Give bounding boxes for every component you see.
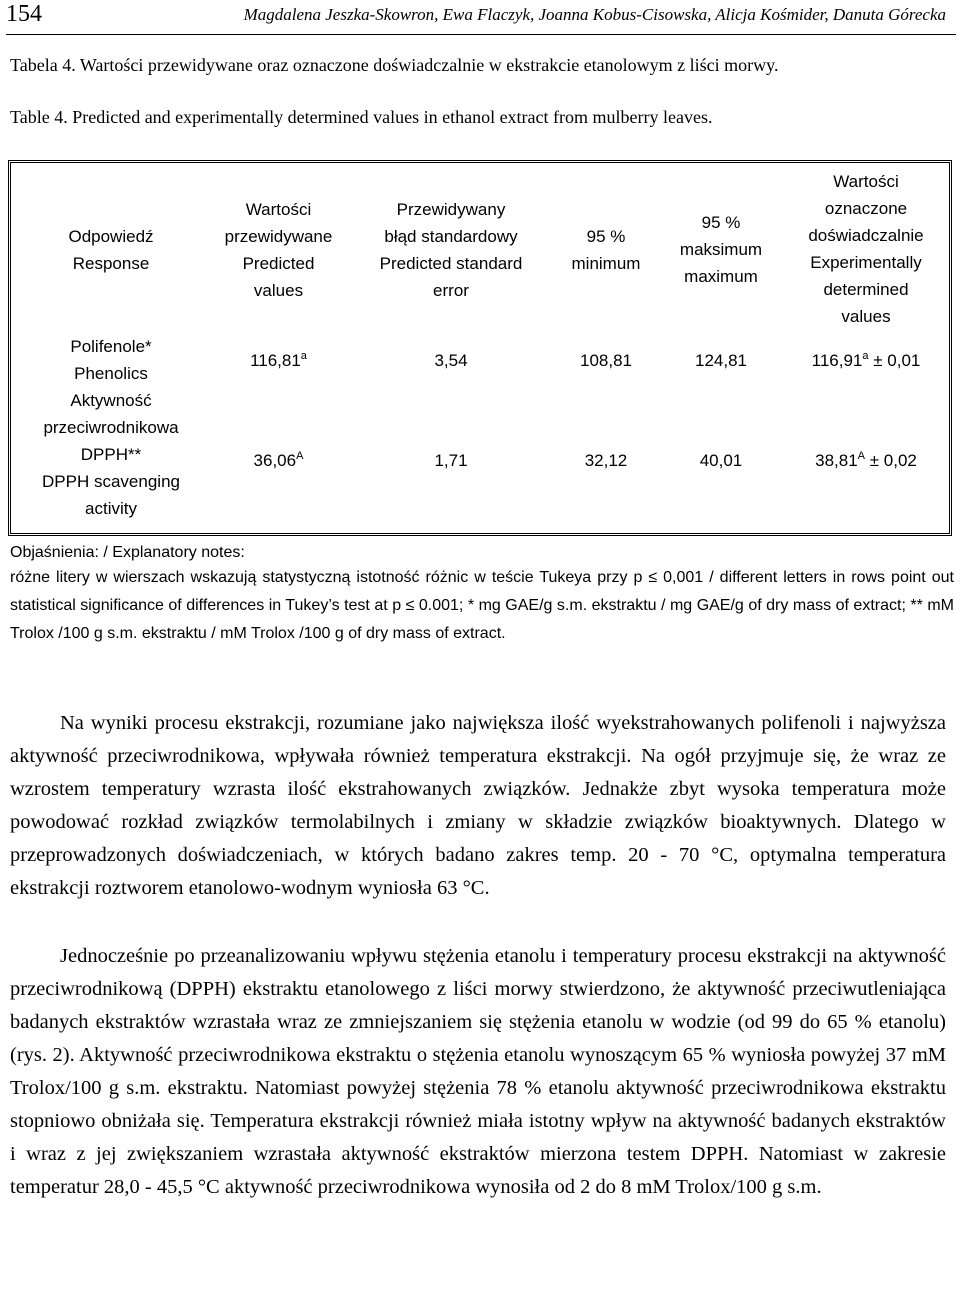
experimental-sd: ± 0,02 (865, 451, 917, 470)
row-phenolics-experimental (791, 347, 941, 374)
row-label-line: Polifenole* (70, 337, 152, 356)
header-line: 95 % (586, 227, 626, 246)
row-label-line: Aktywność (70, 391, 152, 410)
row-phenolics-predicted (211, 347, 346, 374)
row-phenolics-max: 124,81 (695, 351, 747, 370)
row-dpph-se: 1,71 (434, 451, 468, 470)
row-label-line: Phenolics (74, 364, 148, 383)
row-label-line: DPPH scavenging (42, 472, 180, 491)
experimental-value: 38,81 (815, 451, 858, 470)
header-line: Experimentally (810, 253, 922, 272)
row-dpph-experimental (791, 447, 941, 474)
header-line: minimum (571, 254, 641, 273)
header-minimum (551, 223, 661, 277)
row-label-line: DPPH** (80, 445, 142, 464)
header-line: oznaczone (824, 199, 908, 218)
body-paragraph-1: Na wyniki procesu ekstrakcji, rozumiane jako największa ilość wyekstrahowanych polifenoli i najwyższa aktywność przeciwrodnikowa, wpływała również temperatura ekstrakcji. Na ogół przyjmuje się, że wraz ze wzrostem temperatury wzrasta ilość ekstrahowanych związków. Jednakże zbyt wysoka temperatura może powodować rozkład związków termolabilnych i zmiany w składzie związków bioaktywnych. Dlatego w przeprowadzonych doświadczeniach, w których badano zakres temp. 20 - 70 °C, optymalna temperatura ekstrakcji roztworem etanolowo-wodnym wyniosła 63 °C. (10, 712, 946, 899)
header-line: maximum (684, 267, 758, 286)
header-line: error (433, 281, 469, 300)
header-standard-error (361, 196, 541, 304)
body-paragraph-2: Jednocześnie po przeanalizowaniu wpływu stężenia etanolu i temperatury procesu ekstrakcji na aktywność przeciwrodnikową (DPPH) ekstraktu etanolowego z liści morwy stwierdzono, że aktywność przeciwutleniająca badanych ekstraktów wzrastała wraz ze zmniejszaniem się stężenia etanolu w wodzie (od 99 do 65 % etanolu) (rys. 2). Aktywność przeciwrodnikowa ekstraktu o stężenia etanolu wynoszącym 65 % wyniosła powyżej 37 mM Trolox/100 g s.m. ekstraktu. Natomiast powyżej stężenia 78 % etanolu aktywność przeciwrodnikowa ekstraktu stopniowo obniżała się. Temperatura ekstrakcji również miała istotny wpływ na aktywność badanych ekstraktów i wraz z jej zwiększaniem wzrastała aktywność ekstraktów mierzona testem DPPH. Natomiast w zakresie temperatur 28,0 - 45,5 °C aktywność przeciwrodnikowa wynosiła od 2 do 8 mM Trolox/100 g s.m. (10, 945, 946, 1198)
row-phenolics-se: 3,54 (434, 351, 468, 370)
predicted-value: 36,06 (253, 451, 297, 470)
header-line: Przewidywany (396, 200, 506, 219)
significance-letter: A (296, 450, 304, 462)
header-response (31, 223, 191, 277)
header-line: values (253, 281, 304, 300)
header-line: Wartości (833, 172, 899, 191)
header-line: values (841, 307, 891, 326)
header-line: Wartości (245, 200, 312, 219)
significance-letter: a (300, 350, 307, 362)
predicted-value: 116,81 (250, 351, 301, 370)
header-line: Response (72, 254, 150, 273)
experimental-sd: ± 0,01 (868, 351, 921, 370)
header-line: Predicted standard (379, 254, 523, 273)
header-line: 95 % (701, 213, 741, 232)
header-line: determined (823, 280, 909, 299)
header-predicted (211, 196, 346, 304)
row-phenolics-min: 108,81 (580, 351, 632, 370)
header-line: błąd standardowy (384, 227, 518, 246)
page-number: 154 (6, 1, 42, 27)
running-header (0, 0, 960, 40)
header-line: doświadczalnie (808, 226, 924, 245)
header-experimental (791, 168, 941, 330)
row-dpph-min: 32,12 (584, 451, 628, 470)
experimental-value: 116,91 (811, 351, 863, 370)
header-maximum (661, 209, 781, 290)
header-line: Odpowiedź (68, 227, 154, 246)
row-phenolics-label (31, 333, 191, 387)
row-label-line: przeciwrodnikowa (43, 418, 179, 437)
table-caption-en: Table 4. Predicted and experimentally determined values in ethanol extract from mulberry leaves. (10, 107, 713, 127)
header-line: przewidywane (224, 227, 333, 246)
notes-title: Objaśnienia: / Explanatory notes: (10, 544, 245, 561)
row-dpph-predicted (211, 447, 346, 474)
row-dpph-label (21, 387, 201, 522)
author-list: Magdalena Jeszka-Skowron, Ewa Flaczyk, Joanna Kobus-Cisowska, Alicja Kośmider, Danuta Górecka (243, 5, 946, 24)
results-table (8, 160, 952, 536)
header-line: maksimum (679, 240, 763, 259)
row-label-line: activity (85, 499, 137, 518)
row-dpph-max: 40,01 (699, 451, 743, 470)
significance-letter: A (857, 450, 865, 462)
notes-text: różne litery w wierszach wskazują statystyczną istotność różnic w teście Tukeya przy p ≤ 0,001 / different letters in rows point out statistical significance of differences in Tukey’s test at p ≤ 0.001; * mg GAE/g s.m. ekstraktu / mg GAE/g of dry mass of extract; ** mM Trolox /100 g s.m. ekstraktu / mM Trolox /100 g of dry mass of extract. (10, 569, 954, 642)
header-rule (6, 34, 956, 35)
table-caption-pl: Tabela 4. Wartości przewidywane oraz oznaczone doświadczalnie w ekstrakcie etanolowym z liści morwy. (10, 55, 779, 75)
significance-letter: a (862, 350, 869, 362)
header-line: Predicted (242, 254, 315, 273)
